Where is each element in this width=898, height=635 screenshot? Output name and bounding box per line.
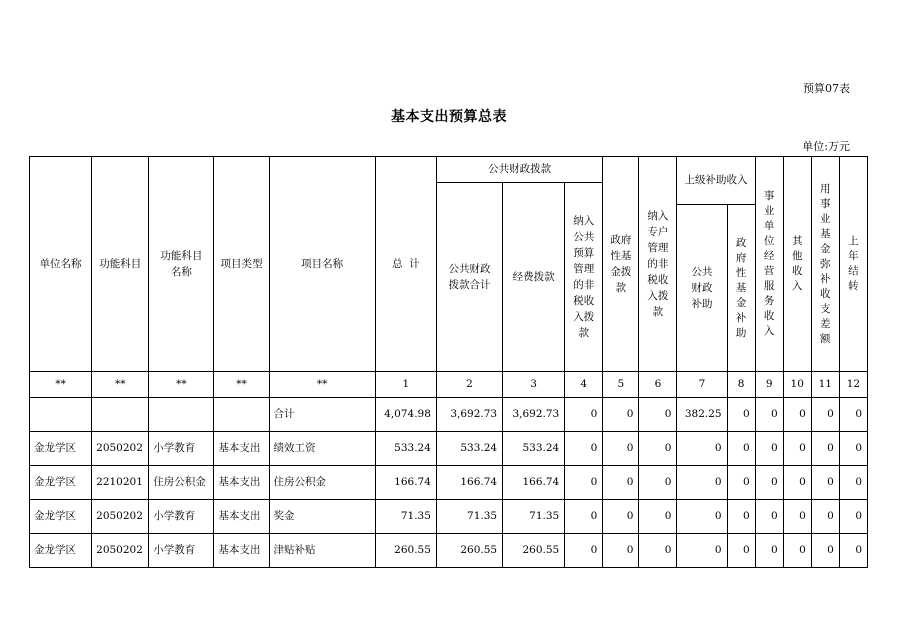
col-func-name: 功能科目名称 (149, 157, 214, 372)
table-cell: 基本支出 (214, 500, 269, 534)
table-cell: 0 (839, 432, 867, 466)
table-cell: 2050202 (92, 534, 149, 568)
table-cell: 166.74 (436, 466, 502, 500)
budget-table (29, 156, 868, 568)
table-cell: 0 (639, 534, 677, 568)
table-cell: 0 (727, 466, 755, 500)
index-cell: 11 (811, 372, 839, 398)
table-row (30, 466, 868, 500)
table-cell: 0 (565, 500, 603, 534)
table-cell: 0 (755, 398, 783, 432)
col-pf-total: 公共财政拨款合计 (436, 183, 502, 372)
table-cell: 166.74 (375, 466, 436, 500)
table-cell: 0 (839, 466, 867, 500)
table-cell: 71.35 (503, 500, 565, 534)
table-cell: 260.55 (503, 534, 565, 568)
col-unit-name: 单位名称 (30, 157, 92, 372)
table-cell: 382.25 (677, 398, 727, 432)
table-cell: 0 (839, 500, 867, 534)
col-special-nontax: 纳入专户管理的非税收入拨款 (639, 157, 677, 372)
unit-label: 单位:万元 (802, 140, 850, 153)
table-cell: 0 (603, 466, 639, 500)
table-row (30, 432, 868, 466)
table-cell: 0 (811, 534, 839, 568)
col-business: 事业单位经营服务收入 (755, 157, 783, 372)
table-cell: 0 (639, 500, 677, 534)
col-carryover: 上年结转 (839, 157, 867, 372)
table-cell: 金龙学区 (30, 534, 92, 568)
total-row (30, 398, 868, 432)
table-cell: 0 (677, 466, 727, 500)
table-cell: 0 (755, 432, 783, 466)
table-cell: 0 (755, 534, 783, 568)
index-cell: 10 (783, 372, 811, 398)
table-cell: 533.24 (503, 432, 565, 466)
table-cell: 0 (783, 500, 811, 534)
table-cell: 0 (603, 500, 639, 534)
table-cell: 0 (783, 534, 811, 568)
table-cell: 0 (565, 398, 603, 432)
table-cell: 533.24 (436, 432, 502, 466)
col-item-type: 项目类型 (214, 157, 269, 372)
table-cell: 小学教育 (149, 534, 214, 568)
table-cell: 0 (783, 398, 811, 432)
table-cell: 0 (603, 432, 639, 466)
table-cell: 住房公积金 (149, 466, 214, 500)
table-cell: 0 (727, 398, 755, 432)
table-cell: 0 (811, 432, 839, 466)
index-cell: ** (149, 372, 214, 398)
table-cell (92, 398, 149, 432)
table-cell: 0 (811, 398, 839, 432)
form-number: 预算07表 (803, 82, 850, 95)
table-cell: 基本支出 (214, 466, 269, 500)
table-cell: 合计 (269, 398, 375, 432)
table-cell: 0 (565, 534, 603, 568)
table-cell: 津贴补贴 (269, 534, 375, 568)
table-cell: 2050202 (92, 500, 149, 534)
table-cell: 2210201 (92, 466, 149, 500)
index-cell: 4 (565, 372, 603, 398)
col-gov-fund: 政府性基金拨款 (603, 157, 639, 372)
table-cell: 金龙学区 (30, 466, 92, 500)
table-cell: 0 (727, 534, 755, 568)
table-cell: 0 (811, 500, 839, 534)
table-cell: 0 (677, 432, 727, 466)
page-title: 基本支出预算总表 (391, 109, 507, 125)
table-cell: 绩效工资 (269, 432, 375, 466)
table-cell: 533.24 (375, 432, 436, 466)
index-row (30, 372, 868, 398)
table-cell: 0 (755, 500, 783, 534)
col-total: 总 计 (375, 157, 436, 372)
table-cell: 小学教育 (149, 500, 214, 534)
table-cell: 166.74 (503, 466, 565, 500)
col-func-code: 功能科目 (92, 157, 149, 372)
table-cell: 0 (839, 534, 867, 568)
header-row-1 (30, 157, 868, 183)
index-cell: ** (214, 372, 269, 398)
table-cell: 0 (783, 432, 811, 466)
table-cell: 0 (565, 432, 603, 466)
table-cell: 住房公积金 (269, 466, 375, 500)
index-cell: 8 (727, 372, 755, 398)
table-cell: 0 (727, 432, 755, 466)
table-cell: 基本支出 (214, 534, 269, 568)
table-cell (149, 398, 214, 432)
index-cell: 1 (375, 372, 436, 398)
table-cell: 0 (755, 466, 783, 500)
table-cell: 71.35 (375, 500, 436, 534)
table-cell: 0 (639, 432, 677, 466)
table-cell: 0 (839, 398, 867, 432)
table-cell (30, 398, 92, 432)
table-cell: 0 (677, 500, 727, 534)
table-cell: 金龙学区 (30, 432, 92, 466)
table-cell: 小学教育 (149, 432, 214, 466)
table-cell: 3,692.73 (503, 398, 565, 432)
col-public-finance: 公共财政拨款 (436, 157, 602, 183)
table-cell: 0 (811, 466, 839, 500)
table-cell: 0 (565, 466, 603, 500)
table-cell: 0 (639, 466, 677, 500)
col-fund-balance: 用事业基金弥补收支差额 (811, 157, 839, 372)
col-sup-fund: 政府性基金补助 (727, 205, 755, 372)
table-cell: 260.55 (436, 534, 502, 568)
table-cell (214, 398, 269, 432)
table-cell: 0 (727, 500, 755, 534)
table-cell: 基本支出 (214, 432, 269, 466)
index-cell: 2 (436, 372, 502, 398)
table-cell: 71.35 (436, 500, 502, 534)
index-cell: ** (92, 372, 149, 398)
index-cell: 3 (503, 372, 565, 398)
table-cell: 0 (783, 466, 811, 500)
col-superior: 上级补助收入 (677, 157, 755, 205)
table-row (30, 534, 868, 568)
col-pf-nontax: 纳入公共预算管理的非税收入拨款 (565, 183, 603, 372)
table-cell: 4,074.98 (375, 398, 436, 432)
table-cell: 奖金 (269, 500, 375, 534)
index-cell: 9 (755, 372, 783, 398)
table-cell: 0 (639, 398, 677, 432)
table-cell: 2050202 (92, 432, 149, 466)
col-pf-funds: 经费拨款 (503, 183, 565, 372)
col-sup-public: 公共财政补助 (677, 205, 727, 372)
index-cell: 6 (639, 372, 677, 398)
index-cell: ** (30, 372, 92, 398)
table-cell: 260.55 (375, 534, 436, 568)
col-other: 其他收入 (783, 157, 811, 372)
table-cell: 金龙学区 (30, 500, 92, 534)
table-row (30, 500, 868, 534)
index-cell: ** (269, 372, 375, 398)
table-cell: 3,692.73 (436, 398, 502, 432)
index-cell: 5 (603, 372, 639, 398)
table-cell: 0 (603, 534, 639, 568)
index-cell: 7 (677, 372, 727, 398)
index-cell: 12 (839, 372, 867, 398)
col-item-name: 项目名称 (269, 157, 375, 372)
table-cell: 0 (677, 534, 727, 568)
table-cell: 0 (603, 398, 639, 432)
